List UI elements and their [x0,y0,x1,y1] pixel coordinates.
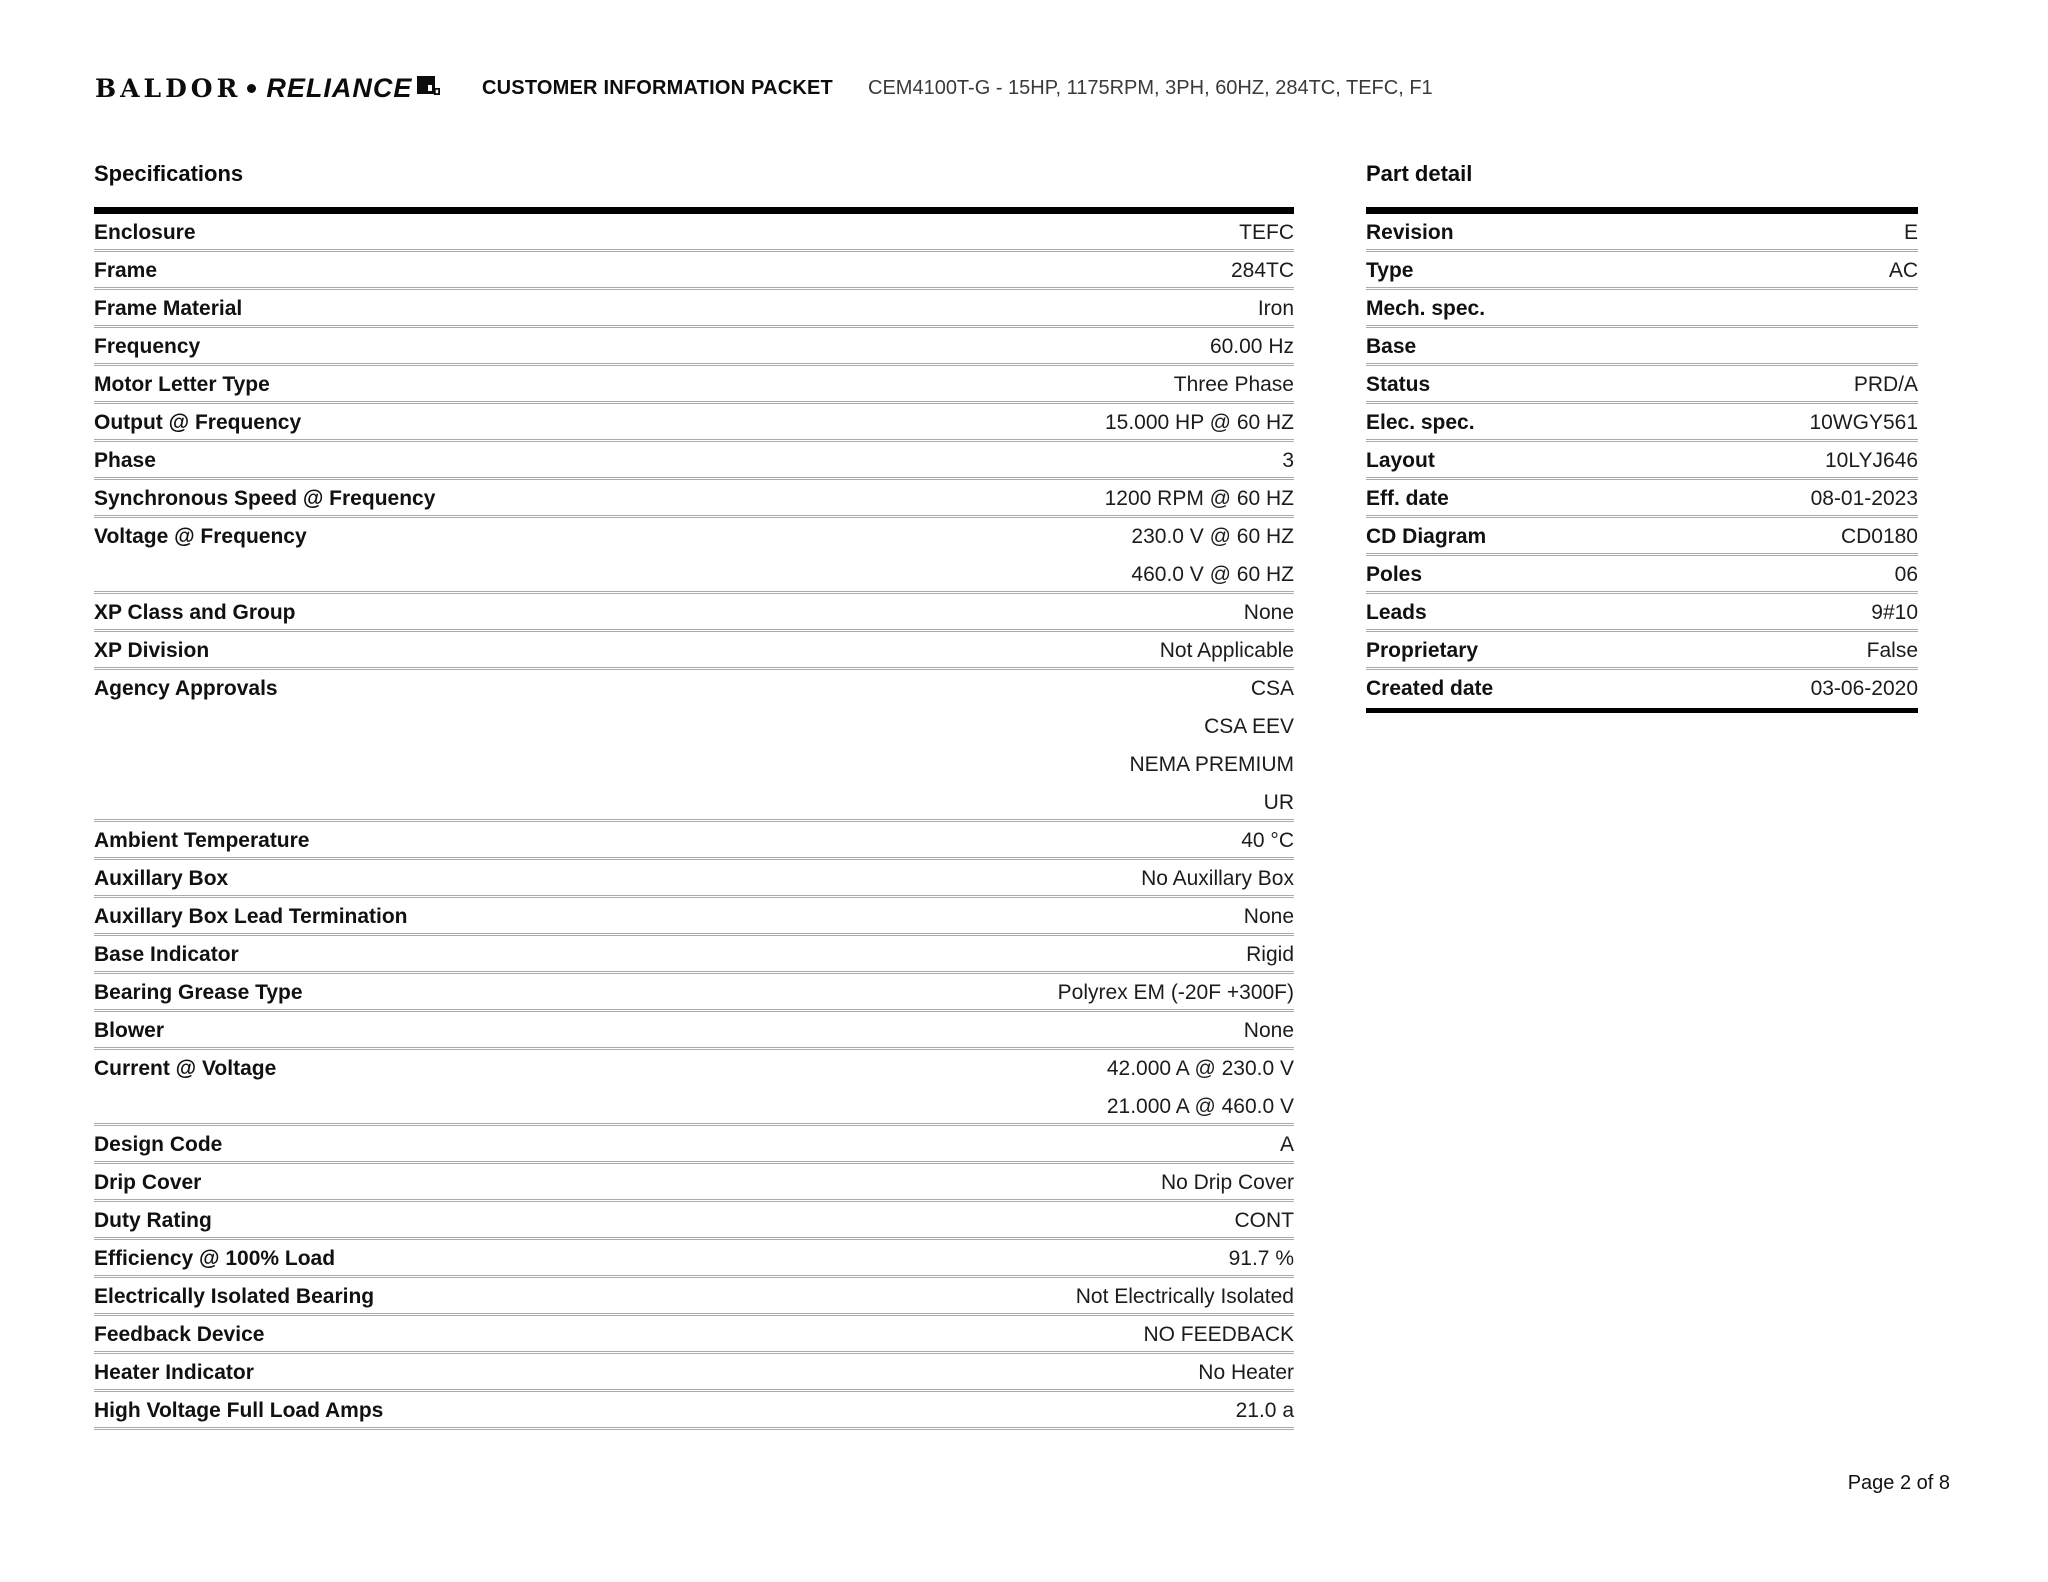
part-detail-row [1366,442,1918,480]
spec-row-value: 284TC [1230,259,1294,282]
spec-row-label: Design Code [94,1133,223,1156]
page-number: Page 2 of 8 [1847,1472,1950,1494]
spec-row-value: None [1243,601,1294,624]
spec-row-label: High Voltage Full Load Amps [94,1399,384,1422]
part-detail-row [1366,556,1918,594]
spec-row [94,1278,1294,1316]
part-detail-row-label: Elec. spec. [1366,411,1475,434]
spec-row-value: TEFC [1239,221,1294,244]
page-header [0,68,2048,108]
spec-row [94,936,1294,974]
part-detail-row-value: PRD/A [1853,373,1918,396]
spec-row-value: NO FEEDBACK [1143,1323,1294,1346]
spec-row [94,822,1294,860]
spec-row-label: Phase [94,449,156,472]
part-detail-row-label: Eff. date [1366,487,1449,510]
part-detail-row-label: Base [1366,335,1417,358]
spec-row [94,1354,1294,1392]
spec-row-value: Polyrex EM (-20F +300F) [1057,981,1294,1004]
part-detail-row-label: Proprietary [1366,639,1479,662]
spec-row [94,1164,1294,1202]
part-detail-row [1366,480,1918,518]
brand-baldor: BALDOR [95,73,242,103]
spec-row-value: Iron [1257,297,1294,320]
spec-row-value: 91.7 % [1228,1247,1294,1270]
specifications-heading: Specifications [94,161,244,186]
spec-row-label: Drip Cover [94,1171,202,1194]
specifications-section [94,160,1294,1430]
spec-row [94,442,1294,480]
part-detail-row [1366,366,1918,404]
spec-row-value: None [1243,1019,1294,1042]
spec-row [94,518,1294,594]
part-detail-row-label: Poles [1366,563,1423,586]
spec-row [94,1392,1294,1430]
spec-row-label: Feedback Device [94,1323,265,1346]
brand-mark-icon [417,73,441,104]
part-detail-section [1366,160,1918,713]
spec-row-label: Base Indicator [94,943,239,966]
spec-row-value: A [1279,1133,1294,1156]
spec-row-label: Efficiency @ 100% Load [94,1247,336,1270]
spec-row-label: Heater Indicator [94,1361,254,1384]
part-detail-row-label: Mech. spec. [1366,297,1486,320]
part-detail-table-bottom-rule [1366,708,1918,713]
part-detail-row [1366,518,1918,556]
spec-row [94,1240,1294,1278]
part-detail-row-value: False [1866,639,1918,662]
spec-row-value: 60.00 Hz [1209,335,1294,358]
spec-row-value: 42.000 A @ 230.0 V 21.000 A @ 460.0 V [1106,1057,1294,1118]
spec-row [94,860,1294,898]
part-detail-row-label: Type [1366,259,1414,282]
spec-row-label: Output @ Frequency [94,411,302,434]
spec-row-label: Frame Material [94,297,243,320]
part-detail-row [1366,670,1918,708]
part-detail-row-value: E [1903,221,1918,244]
part-detail-row-value: 9#10 [1871,601,1918,624]
spec-row-value: Three Phase [1173,373,1294,396]
spec-row-value: 3 [1282,449,1294,472]
part-detail-row-label: Layout [1366,449,1435,472]
part-detail-row [1366,214,1918,252]
spec-row-label: Current @ Voltage [94,1057,277,1080]
part-detail-row-label: Leads [1366,601,1427,624]
part-detail-row-value: 08-01-2023 [1810,487,1918,510]
part-detail-table [1366,214,1918,708]
part-detail-row [1366,632,1918,670]
brand-dot-icon [247,84,256,93]
part-detail-row-value: 06 [1894,563,1918,586]
spec-row-label: XP Class and Group [94,601,296,624]
spec-row [94,366,1294,404]
spec-row-label: Synchronous Speed @ Frequency [94,487,436,510]
spec-row-label: Ambient Temperature [94,829,310,852]
part-detail-row [1366,252,1918,290]
spec-row-label: Auxillary Box [94,867,229,890]
spec-row-label: Enclosure [94,221,196,244]
part-number-subtitle: CEM4100T-G - 15HP, 1175RPM, 3PH, 60HZ, 284TC, TEFC, F1 [868,77,1433,99]
spec-row-value: Not Electrically Isolated [1075,1285,1294,1308]
spec-row [94,328,1294,366]
part-detail-row-value: 10WGY561 [1809,411,1918,434]
spec-row [94,898,1294,936]
spec-row-value: No Auxillary Box [1141,867,1294,890]
spec-row [94,1126,1294,1164]
spec-row-value: CSA CSA EEV NEMA PREMIUM UR [1129,677,1294,814]
spec-row [94,670,1294,822]
spec-row-value: 15.000 HP @ 60 HZ [1104,411,1294,434]
spec-row-value: None [1243,905,1294,928]
spec-row-label: Auxillary Box Lead Termination [94,905,408,928]
part-detail-row-label: Status [1366,373,1431,396]
brand-reliance: RELIANCE [266,72,413,103]
part-detail-row-value: 03-06-2020 [1810,677,1918,700]
spec-row-value: 1200 RPM @ 60 HZ [1104,487,1294,510]
spec-row-label: Voltage @ Frequency [94,525,307,548]
part-detail-row-label: Created date [1366,677,1494,700]
part-detail-row-value: AC [1888,259,1918,282]
spec-row-value: 21.0 a [1235,1399,1294,1422]
baldor-reliance-logo [95,68,441,108]
spec-row-label: Frame [94,259,158,282]
spec-row-label: Duty Rating [94,1209,212,1232]
spec-row-label: Agency Approvals [94,677,278,700]
part-detail-row-label: Revision [1366,221,1454,244]
part-detail-row [1366,404,1918,442]
spec-row [94,290,1294,328]
spec-row [94,214,1294,252]
spec-row [94,1012,1294,1050]
spec-row-value: CONT [1234,1209,1294,1232]
spec-row [94,632,1294,670]
spec-row [94,1202,1294,1240]
spec-row-value: 230.0 V @ 60 HZ 460.0 V @ 60 HZ [1131,525,1294,586]
spec-row [94,974,1294,1012]
spec-row [94,480,1294,518]
spec-row-value: No Drip Cover [1160,1171,1294,1194]
spec-row-value: 40 °C [1241,829,1294,852]
specifications-table [94,214,1294,1430]
spec-row-label: Frequency [94,335,201,358]
part-detail-table-top-rule [1366,207,1918,214]
spec-row [94,1316,1294,1354]
spec-row [94,404,1294,442]
spec-row-value: No Heater [1198,1361,1294,1384]
spec-row-label: Electrically Isolated Bearing [94,1285,375,1308]
part-detail-row [1366,328,1918,366]
spec-row-label: Motor Letter Type [94,373,270,396]
spec-row-value: Not Applicable [1159,639,1294,662]
spec-row [94,1050,1294,1126]
spec-row [94,594,1294,632]
part-detail-row [1366,290,1918,328]
part-detail-row-value: 10LYJ646 [1824,449,1918,472]
part-detail-row [1366,594,1918,632]
part-detail-heading: Part detail [1366,161,1473,186]
spec-row-label: XP Division [94,639,210,662]
spec-row-value: Rigid [1246,943,1294,966]
part-detail-row-label: CD Diagram [1366,525,1487,548]
specifications-table-top-rule [94,207,1294,214]
spec-row-label: Bearing Grease Type [94,981,303,1004]
spec-row-label: Blower [94,1019,165,1042]
spec-row [94,252,1294,290]
part-detail-row-value: CD0180 [1840,525,1918,548]
document-title: CUSTOMER INFORMATION PACKET [482,77,833,99]
